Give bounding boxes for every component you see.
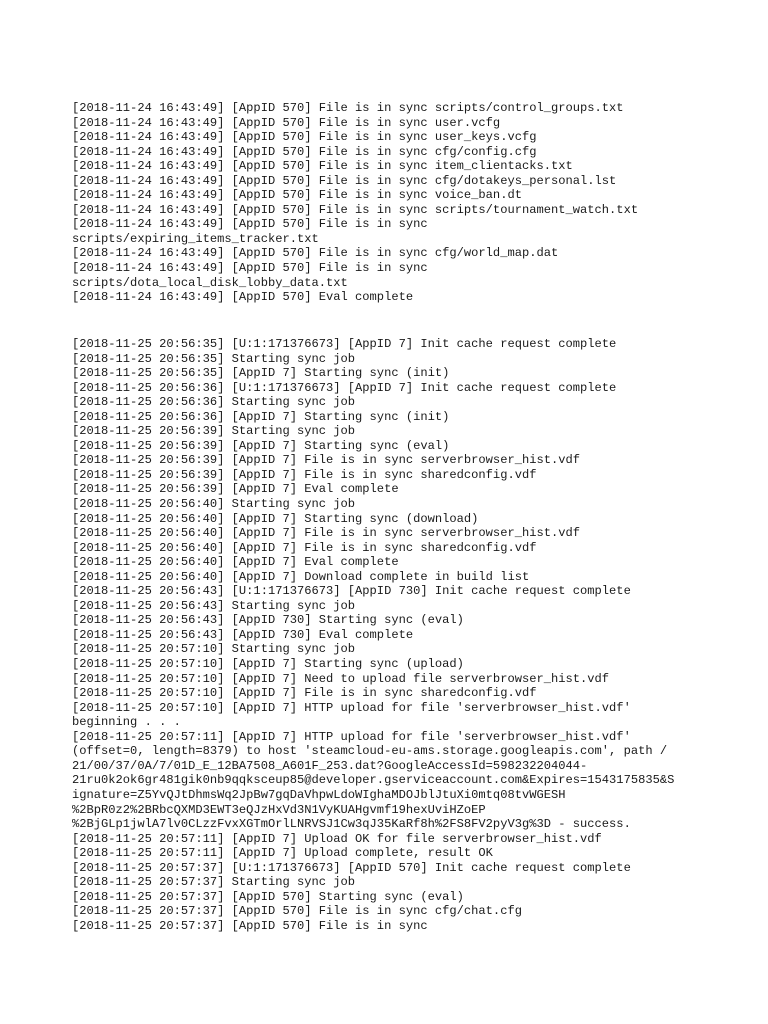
log-line: [2018-11-25 20:56:35] Starting sync job <box>72 351 356 366</box>
log-line: [2018-11-25 20:56:39] [AppID 7] Eval complete <box>72 482 399 497</box>
log-line: 21/00/37/0A/7/01D_E_12BA7508_A601F_253.dat?GoogleAccessId=598232204044- <box>72 758 588 773</box>
log-line: [2018-11-25 20:56:35] [U:1:171376673] [AppID 7] Init cache request complete <box>72 337 617 351</box>
log-line: [2018-11-24 16:43:49] [AppID 570] File is in sync <box>72 261 428 276</box>
log-line: scripts/expiring_items_tracker.txt <box>72 231 319 246</box>
log-line: [2018-11-25 20:56:43] [AppID 730] Starting sync (eval) <box>72 613 464 628</box>
log-line: [2018-11-25 20:57:37] [AppID 570] File is in sync <box>72 918 428 933</box>
log-block-2 <box>72 337 712 933</box>
log-line: scripts/dota_local_disk_lobby_data.txt <box>72 275 348 290</box>
log-line: [2018-11-25 20:57:37] [AppID 570] Starting sync (eval) <box>72 889 464 904</box>
log-line: [2018-11-25 20:56:40] Starting sync job <box>72 497 356 512</box>
log-line: [2018-11-24 16:43:49] [AppID 570] File is in sync scripts/tournament_watch.txt <box>72 202 639 217</box>
log-line: [2018-11-25 20:57:10] [AppID 7] HTTP upload for file 'serverbrowser_hist.vdf' <box>72 700 631 715</box>
log-line: [2018-11-25 20:56:39] Starting sync job <box>72 424 356 439</box>
log-line: %2BpR0z2%2BRbcQXMD3EWT3eQJzHxVd3N1VyKUAHgvmf19hexUviHZoEP <box>72 802 486 817</box>
log-line: [2018-11-25 20:56:40] [AppID 7] File is in sync sharedconfig.vdf <box>72 540 537 555</box>
log-line: [2018-11-25 20:56:36] [AppID 7] Starting sync (init) <box>72 409 450 424</box>
log-line: [2018-11-24 16:43:49] [AppID 570] File is in sync <box>72 217 428 232</box>
log-line: [2018-11-25 20:56:39] [AppID 7] Starting sync (eval) <box>72 438 450 453</box>
log-line: beginning . . . <box>72 715 181 730</box>
log-line: (offset=0, length=8379) to host 'steamcloud-eu-ams.storage.googleapis.com', path / <box>72 744 668 759</box>
log-line: [2018-11-25 20:57:37] [AppID 570] File is in sync cfg/chat.cfg <box>72 904 522 919</box>
log-line: [2018-11-25 20:56:40] [AppID 7] Eval complete <box>72 555 399 570</box>
log-line: [2018-11-24 16:43:49] [AppID 570] File is in sync cfg/dotakeys_personal.lst <box>72 173 617 188</box>
log-line: [2018-11-24 16:43:49] [AppID 570] File is in sync user.vcfg <box>72 115 501 130</box>
log-line: [2018-11-25 20:56:40] [AppID 7] Starting sync (download) <box>72 511 479 526</box>
log-line: [2018-11-25 20:56:39] [AppID 7] File is in sync sharedconfig.vdf <box>72 467 537 482</box>
log-line: %2BjGLp1jwlA7lv0CLzzFvxXGTmOrlLNRVSJ1Cw3qJ35KaRf8h%2FS8FV2pyV3g%3D - success. <box>72 817 631 832</box>
log-line: [2018-11-24 16:43:49] [AppID 570] File is in sync cfg/config.cfg <box>72 144 537 159</box>
log-line: [2018-11-25 20:57:11] [AppID 7] Upload complete, result OK <box>72 846 493 861</box>
log-line: [2018-11-25 20:56:43] Starting sync job <box>72 598 356 613</box>
log-line: [2018-11-25 20:56:39] [AppID 7] File is in sync serverbrowser_hist.vdf <box>72 453 581 468</box>
log-line: [2018-11-25 20:57:10] [AppID 7] Starting sync (upload) <box>72 657 464 672</box>
log-line: [2018-11-25 20:57:10] [AppID 7] Need to upload file serverbrowser_hist.vdf <box>72 671 610 686</box>
log-line: [2018-11-25 20:56:43] [U:1:171376673] [AppID 730] Init cache request complete <box>72 584 631 599</box>
log-line: [2018-11-25 20:56:36] Starting sync job <box>72 395 356 410</box>
log-line: [2018-11-25 20:56:40] [AppID 7] File is in sync serverbrowser_hist.vdf <box>72 526 581 541</box>
log-line: [2018-11-24 16:43:49] [AppID 570] File is in sync scripts/control_groups.txt <box>72 101 624 115</box>
log-line: [2018-11-25 20:57:10] [AppID 7] File is in sync sharedconfig.vdf <box>72 686 537 701</box>
log-line: [2018-11-24 16:43:49] [AppID 570] File is in sync cfg/world_map.dat <box>72 246 559 261</box>
log-line: [2018-11-25 20:57:11] [AppID 7] Upload OK for file serverbrowser_hist.vdf <box>72 831 602 846</box>
log-line: [2018-11-25 20:56:35] [AppID 7] Starting sync (init) <box>72 366 450 381</box>
log-block-1 <box>72 101 712 305</box>
log-line: [2018-11-24 16:43:49] [AppID 570] Eval complete <box>72 290 414 305</box>
log-line: [2018-11-24 16:43:49] [AppID 570] File is in sync item_clientacks.txt <box>72 159 573 174</box>
log-line: [2018-11-25 20:57:11] [AppID 7] HTTP upload for file 'serverbrowser_hist.vdf' <box>72 729 631 744</box>
log-line: [2018-11-24 16:43:49] [AppID 570] File is in sync user_keys.vcfg <box>72 130 537 145</box>
log-line: [2018-11-25 20:56:40] [AppID 7] Download complete in build list <box>72 569 530 584</box>
log-line: [2018-11-25 20:57:37] [U:1:171376673] [AppID 570] Init cache request complete <box>72 860 631 875</box>
log-line: [2018-11-25 20:56:43] [AppID 730] Eval complete <box>72 627 414 642</box>
log-line: ignature=Z5YvQJtDhmsWq2JpBw7gqDaVhpwLdoWIghaMDOJblJtuXi0mtq08tvWGESH <box>72 787 566 802</box>
log-line: [2018-11-24 16:43:49] [AppID 570] File is in sync voice_ban.dt <box>72 188 522 203</box>
log-line: [2018-11-25 20:57:10] Starting sync job <box>72 642 356 657</box>
log-line: [2018-11-25 20:56:36] [U:1:171376673] [AppID 7] Init cache request complete <box>72 380 617 395</box>
log-line: 21ru0k2ok6gr481gik0nb9qqksceup85@developer.gserviceaccount.com&Expires=1543175835&S <box>72 773 675 788</box>
log-line: [2018-11-25 20:57:37] Starting sync job <box>72 875 356 890</box>
